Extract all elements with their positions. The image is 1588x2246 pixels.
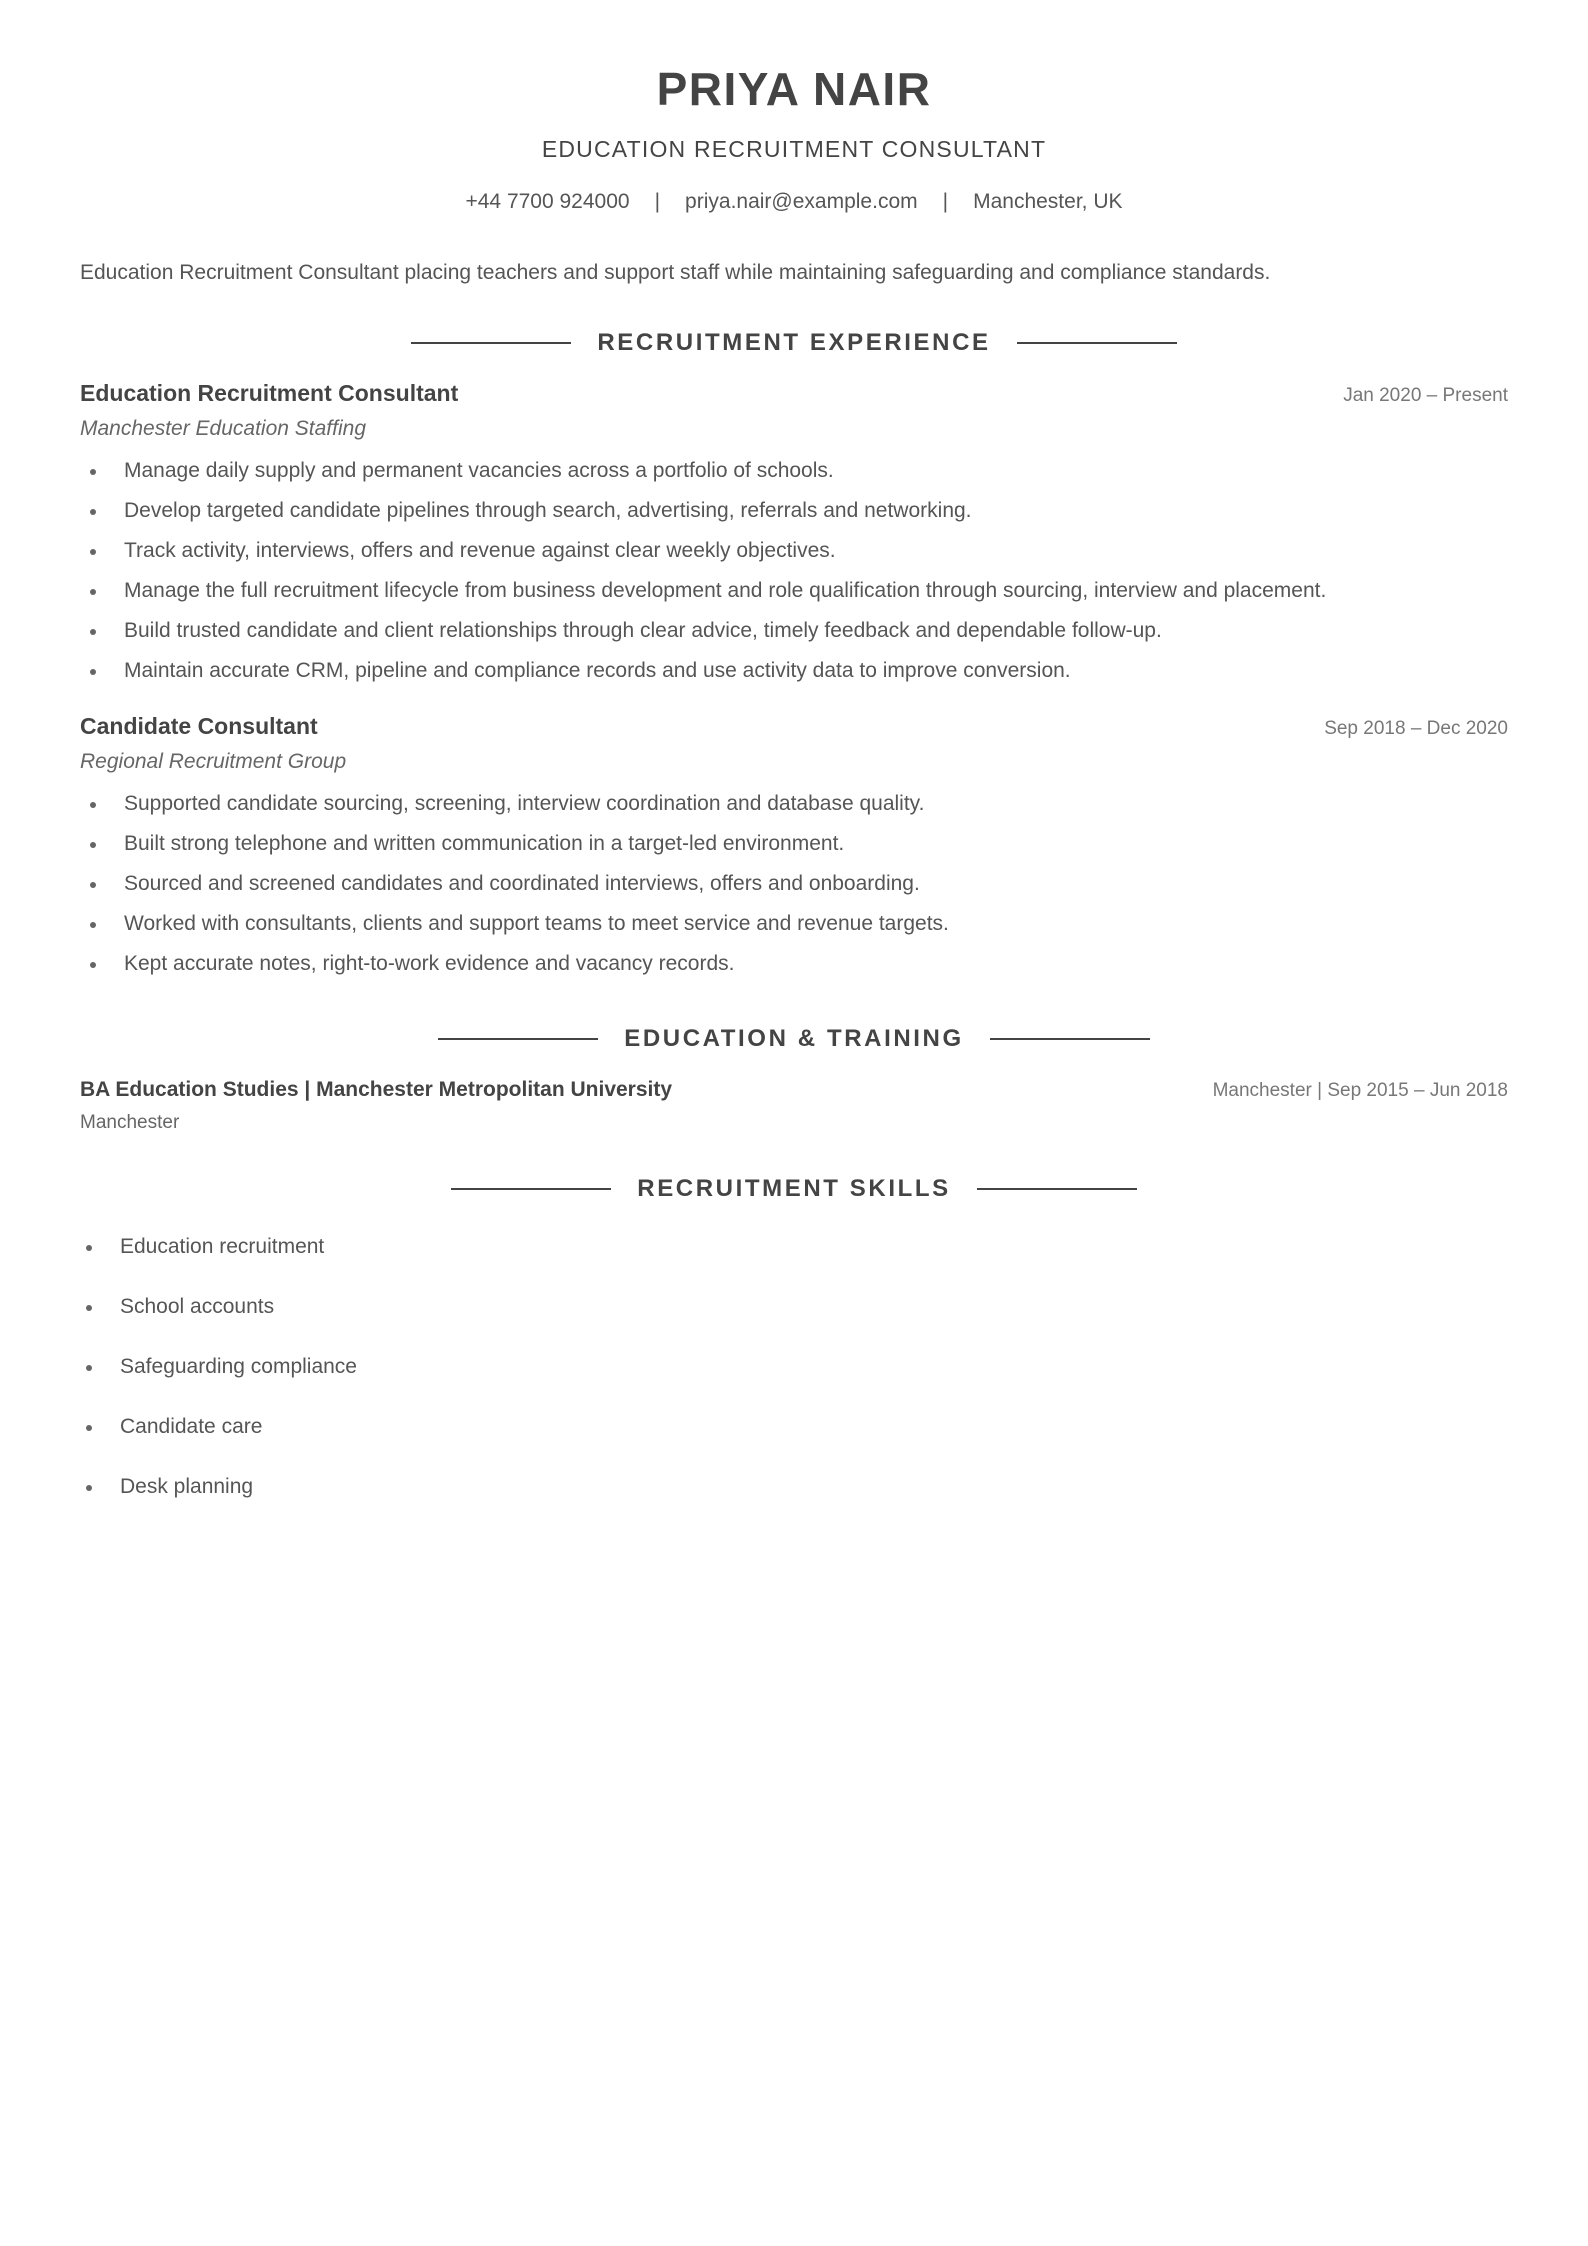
education-degree: BA Education Studies | Manchester Metropolitan University bbox=[80, 1078, 673, 1101]
job-bullets bbox=[80, 451, 1508, 691]
heading-rule-left bbox=[451, 1188, 611, 1190]
education-header bbox=[80, 1078, 1508, 1102]
contact-separator: | bbox=[654, 190, 661, 213]
job-header bbox=[80, 380, 1508, 407]
job-bullet: Manage daily supply and permanent vacancies across a portfolio of schools. bbox=[80, 451, 1508, 491]
heading-rule-left bbox=[411, 342, 571, 344]
job-entry bbox=[80, 713, 1508, 984]
section-heading-experience bbox=[80, 328, 1508, 358]
section-heading-education bbox=[80, 1024, 1508, 1054]
education-meta: Manchester | Sep 2015 – Jun 2018 bbox=[1212, 1080, 1508, 1101]
candidate-title: EDUCATION RECRUITMENT CONSULTANT bbox=[541, 136, 1047, 162]
job-title: Candidate Consultant bbox=[80, 713, 318, 739]
education-location: Manchester bbox=[80, 1112, 180, 1133]
job-dates: Sep 2018 – Dec 2020 bbox=[1324, 718, 1508, 739]
candidate-name: PRIYA NAIR bbox=[656, 63, 932, 115]
contact-phone: +44 7700 924000 bbox=[465, 190, 630, 213]
skills-list bbox=[80, 1232, 1508, 1502]
job-bullet: Kept accurate notes, right-to-work evidence and vacancy records. bbox=[80, 944, 1508, 984]
section-heading-label: RECRUITMENT SKILLS bbox=[637, 1175, 951, 1202]
job-bullet: Track activity, interviews, offers and revenue against clear weekly objectives. bbox=[80, 531, 1508, 571]
contact-line bbox=[80, 188, 1508, 216]
skill-item: Desk planning bbox=[80, 1472, 1508, 1502]
heading-rule-right bbox=[990, 1038, 1150, 1040]
job-bullet: Worked with consultants, clients and support teams to meet service and revenue targets. bbox=[80, 904, 1508, 944]
job-title: Education Recruitment Consultant bbox=[80, 380, 459, 406]
job-company: Regional Recruitment Group bbox=[80, 750, 347, 773]
job-entry bbox=[80, 380, 1508, 691]
heading-rule-left bbox=[438, 1038, 598, 1040]
contact-separator: | bbox=[942, 190, 949, 213]
job-company: Manchester Education Staffing bbox=[80, 417, 367, 440]
job-bullet: Build trusted candidate and client relationships through clear advice, timely feedback and dependable follow-up. bbox=[80, 611, 1508, 651]
job-header bbox=[80, 713, 1508, 740]
skill-item: Candidate care bbox=[80, 1412, 1508, 1442]
job-bullets bbox=[80, 784, 1508, 984]
job-bullet: Supported candidate sourcing, screening, interview coordination and database quality. bbox=[80, 784, 1508, 824]
contact-location: Manchester, UK bbox=[973, 190, 1123, 213]
heading-rule-right bbox=[977, 1188, 1137, 1190]
job-bullet: Manage the full recruitment lifecycle from business development and role qualification through sourcing, interview and placement. bbox=[80, 571, 1508, 611]
job-bullet: Built strong telephone and written communication in a target-led environment. bbox=[80, 824, 1508, 864]
job-bullet: Develop targeted candidate pipelines through search, advertising, referrals and networking. bbox=[80, 491, 1508, 531]
skill-item: Safeguarding compliance bbox=[80, 1352, 1508, 1382]
skill-item: Education recruitment bbox=[80, 1232, 1508, 1262]
professional-summary: Education Recruitment Consultant placing teachers and support staff while maintaining safeguarding and compliance standards. bbox=[80, 261, 1271, 284]
skill-item: School accounts bbox=[80, 1292, 1508, 1322]
section-heading-label: EDUCATION & TRAINING bbox=[624, 1025, 964, 1052]
job-bullet: Maintain accurate CRM, pipeline and compliance records and use activity data to improve conversion. bbox=[80, 651, 1508, 691]
job-bullet: Sourced and screened candidates and coordinated interviews, offers and onboarding. bbox=[80, 864, 1508, 904]
heading-rule-right bbox=[1017, 342, 1177, 344]
section-heading-skills bbox=[80, 1174, 1508, 1204]
contact-email: priya.nair@example.com bbox=[685, 190, 918, 213]
section-heading-label: RECRUITMENT EXPERIENCE bbox=[597, 329, 991, 356]
resume-header bbox=[80, 0, 1508, 216]
job-dates: Jan 2020 – Present bbox=[1343, 385, 1508, 406]
education-entry bbox=[80, 1078, 1508, 1134]
